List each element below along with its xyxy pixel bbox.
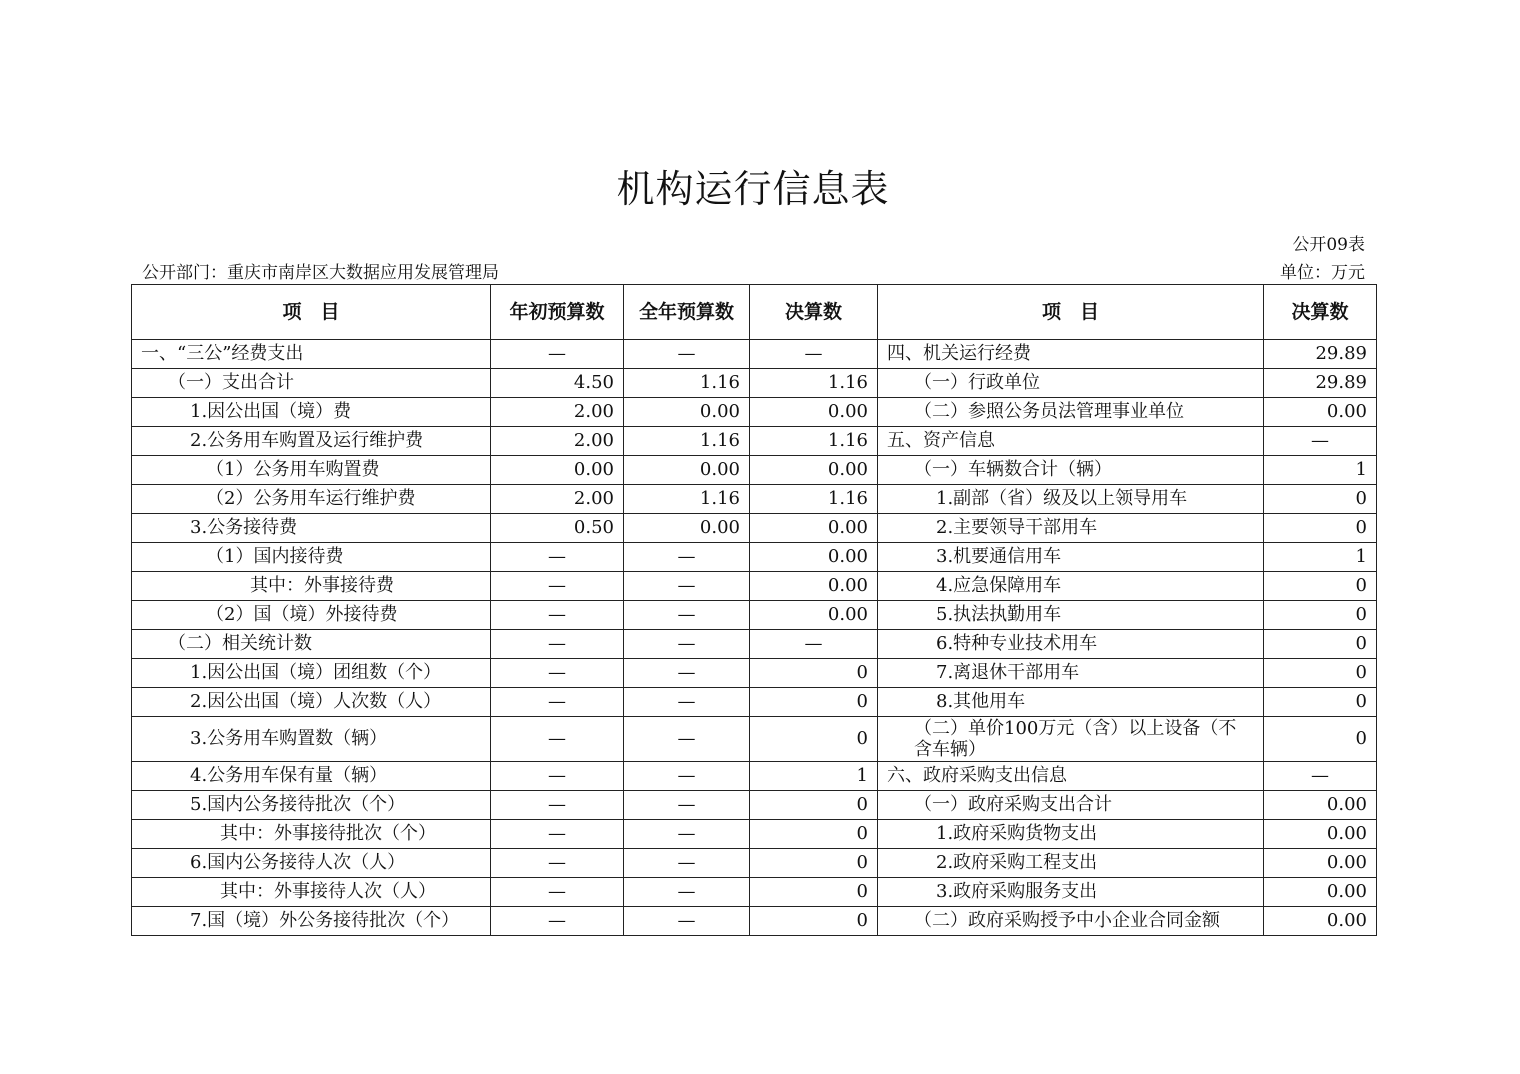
initial-budget-cell: — xyxy=(491,717,624,762)
table-row xyxy=(132,456,1377,485)
left-item-cell: 1.因公出国（境）团组数（个） xyxy=(132,659,491,688)
final-amount-cell: 0 xyxy=(750,849,878,878)
table-row xyxy=(132,688,1377,717)
right-final-amount-cell: — xyxy=(1264,762,1377,791)
right-final-amount-cell: 0 xyxy=(1264,572,1377,601)
table-row xyxy=(132,630,1377,659)
right-item-cell: （二）单价100万元（含）以上设备（不含车辆） xyxy=(878,717,1264,762)
initial-budget-cell: — xyxy=(491,820,624,849)
annual-budget-cell: 1.16 xyxy=(624,485,750,514)
left-item-cell: 一、“三公”经费支出 xyxy=(132,340,491,369)
final-amount-cell: 1.16 xyxy=(750,427,878,456)
right-item-cell: 3.政府采购服务支出 xyxy=(878,878,1264,907)
left-item-cell: （二）相关统计数 xyxy=(132,630,491,659)
annual-budget-cell: 0.00 xyxy=(624,514,750,543)
annual-budget-cell: — xyxy=(624,572,750,601)
annual-budget-cell: 1.16 xyxy=(624,427,750,456)
final-amount-cell: 1.16 xyxy=(750,485,878,514)
right-final-amount-cell: 29.89 xyxy=(1264,369,1377,398)
right-item-cell: 五、资产信息 xyxy=(878,427,1264,456)
right-final-amount-cell: 0.00 xyxy=(1264,791,1377,820)
header-final-amount: 决算数 xyxy=(750,285,878,340)
right-final-amount-cell: 29.89 xyxy=(1264,340,1377,369)
initial-budget-cell: — xyxy=(491,543,624,572)
initial-budget-cell: 4.50 xyxy=(491,369,624,398)
right-final-amount-cell: 0 xyxy=(1264,601,1377,630)
table-row xyxy=(132,849,1377,878)
left-item-cell: 2.因公出国（境）人次数（人） xyxy=(132,688,491,717)
initial-budget-cell: — xyxy=(491,849,624,878)
initial-budget-cell: — xyxy=(491,630,624,659)
annual-budget-cell: — xyxy=(624,762,750,791)
table-row xyxy=(132,907,1377,936)
right-final-amount-cell: — xyxy=(1264,427,1377,456)
right-item-cell: 3.机要通信用车 xyxy=(878,543,1264,572)
final-amount-cell: 0 xyxy=(750,688,878,717)
initial-budget-cell: — xyxy=(491,907,624,936)
right-final-amount-cell: 0 xyxy=(1264,659,1377,688)
initial-budget-cell: — xyxy=(491,659,624,688)
right-item-cell: 5.执法执勤用车 xyxy=(878,601,1264,630)
table-row xyxy=(132,485,1377,514)
initial-budget-cell: 0.00 xyxy=(491,456,624,485)
annual-budget-cell: 0.00 xyxy=(624,456,750,485)
initial-budget-cell: 0.50 xyxy=(491,514,624,543)
initial-budget-cell: 2.00 xyxy=(491,398,624,427)
right-final-amount-cell: 1 xyxy=(1264,543,1377,572)
annual-budget-cell: — xyxy=(624,878,750,907)
final-amount-cell: 0 xyxy=(750,907,878,936)
final-amount-cell: — xyxy=(750,630,878,659)
left-item-cell: 5.国内公务接待批次（个） xyxy=(132,791,491,820)
table-row xyxy=(132,543,1377,572)
left-item-cell: 4.公务用车保有量（辆） xyxy=(132,762,491,791)
left-item-cell: （1）公务用车购置费 xyxy=(132,456,491,485)
info-table xyxy=(131,284,1377,936)
annual-budget-cell: — xyxy=(624,543,750,572)
form-number: 公开09表 xyxy=(1292,235,1365,255)
annual-budget-cell: — xyxy=(624,688,750,717)
table-row xyxy=(132,369,1377,398)
table-row xyxy=(132,398,1377,427)
annual-budget-cell: 1.16 xyxy=(624,369,750,398)
table-row xyxy=(132,717,1377,762)
right-item-cell: 2.政府采购工程支出 xyxy=(878,849,1264,878)
right-final-amount-cell: 0.00 xyxy=(1264,907,1377,936)
left-item-cell: （一）支出合计 xyxy=(132,369,491,398)
header-annual-budget: 全年预算数 xyxy=(624,285,750,340)
right-item-cell: （一）行政单位 xyxy=(878,369,1264,398)
right-item-cell: 2.主要领导干部用车 xyxy=(878,514,1264,543)
final-amount-cell: 1.16 xyxy=(750,369,878,398)
right-final-amount-cell: 0.00 xyxy=(1264,878,1377,907)
initial-budget-cell: — xyxy=(491,791,624,820)
right-item-cell: 六、政府采购支出信息 xyxy=(878,762,1264,791)
final-amount-cell: 0 xyxy=(750,717,878,762)
initial-budget-cell: — xyxy=(491,601,624,630)
right-item-cell: （一）车辆数合计（辆） xyxy=(878,456,1264,485)
final-amount-cell: 0.00 xyxy=(750,572,878,601)
left-item-cell: 其中：外事接待费 xyxy=(132,572,491,601)
left-item-cell: 3.公务用车购置数（辆） xyxy=(132,717,491,762)
department-label: 公开部门：重庆市南岸区大数据应用发展管理局 xyxy=(142,263,499,283)
final-amount-cell: 0.00 xyxy=(750,456,878,485)
annual-budget-cell: — xyxy=(624,820,750,849)
right-final-amount-cell: 1 xyxy=(1264,456,1377,485)
right-final-amount-cell: 0 xyxy=(1264,717,1377,762)
initial-budget-cell: — xyxy=(491,572,624,601)
right-final-amount-cell: 0.00 xyxy=(1264,398,1377,427)
initial-budget-cell: — xyxy=(491,340,624,369)
header-item-right: 项 目 xyxy=(878,285,1264,340)
table-row xyxy=(132,791,1377,820)
right-item-cell: （二）政府采购授予中小企业合同金额 xyxy=(878,907,1264,936)
right-item-cell: 四、机关运行经费 xyxy=(878,340,1264,369)
final-amount-cell: 0.00 xyxy=(750,398,878,427)
annual-budget-cell: 0.00 xyxy=(624,398,750,427)
right-item-cell: 6.特种专业技术用车 xyxy=(878,630,1264,659)
left-item-cell: 1.因公出国（境）费 xyxy=(132,398,491,427)
table-row xyxy=(132,514,1377,543)
right-item-cell: （一）政府采购支出合计 xyxy=(878,791,1264,820)
right-item-cell: 1.副部（省）级及以上领导用车 xyxy=(878,485,1264,514)
right-final-amount-cell: 0.00 xyxy=(1264,849,1377,878)
left-item-cell: （2）国（境）外接待费 xyxy=(132,601,491,630)
left-item-cell: 2.公务用车购置及运行维护费 xyxy=(132,427,491,456)
final-amount-cell: 0 xyxy=(750,878,878,907)
table-row xyxy=(132,878,1377,907)
table-row xyxy=(132,340,1377,369)
final-amount-cell: 0 xyxy=(750,820,878,849)
table-row xyxy=(132,762,1377,791)
initial-budget-cell: — xyxy=(491,762,624,791)
final-amount-cell: 1 xyxy=(750,762,878,791)
left-item-cell: 其中：外事接待人次（人） xyxy=(132,878,491,907)
right-final-amount-cell: 0.00 xyxy=(1264,820,1377,849)
header-final-amount-right: 决算数 xyxy=(1264,285,1377,340)
right-item-cell: 1.政府采购货物支出 xyxy=(878,820,1264,849)
header-initial-budget: 年初预算数 xyxy=(491,285,624,340)
table-row xyxy=(132,427,1377,456)
annual-budget-cell: — xyxy=(624,791,750,820)
right-final-amount-cell: 0 xyxy=(1264,514,1377,543)
left-item-cell: 其中：外事接待批次（个） xyxy=(132,820,491,849)
final-amount-cell: — xyxy=(750,340,878,369)
left-item-cell: 3.公务接待费 xyxy=(132,514,491,543)
annual-budget-cell: — xyxy=(624,340,750,369)
unit-label: 单位：万元 xyxy=(1280,263,1365,283)
right-item-cell: 7.离退休干部用车 xyxy=(878,659,1264,688)
annual-budget-cell: — xyxy=(624,717,750,762)
header-item-left: 项 目 xyxy=(132,285,491,340)
annual-budget-cell: — xyxy=(624,849,750,878)
table-row xyxy=(132,659,1377,688)
table-header-row xyxy=(132,285,1377,340)
left-item-cell: 6.国内公务接待人次（人） xyxy=(132,849,491,878)
right-item-cell: 4.应急保障用车 xyxy=(878,572,1264,601)
right-final-amount-cell: 0 xyxy=(1264,688,1377,717)
annual-budget-cell: — xyxy=(624,907,750,936)
initial-budget-cell: 2.00 xyxy=(491,485,624,514)
right-final-amount-cell: 0 xyxy=(1264,630,1377,659)
annual-budget-cell: — xyxy=(624,630,750,659)
final-amount-cell: 0 xyxy=(750,791,878,820)
initial-budget-cell: — xyxy=(491,878,624,907)
right-final-amount-cell: 0 xyxy=(1264,485,1377,514)
table-row xyxy=(132,572,1377,601)
left-item-cell: （1）国内接待费 xyxy=(132,543,491,572)
right-item-cell: （二）参照公务员法管理事业单位 xyxy=(878,398,1264,427)
initial-budget-cell: 2.00 xyxy=(491,427,624,456)
final-amount-cell: 0.00 xyxy=(750,543,878,572)
table-row xyxy=(132,820,1377,849)
initial-budget-cell: — xyxy=(491,688,624,717)
annual-budget-cell: — xyxy=(624,659,750,688)
final-amount-cell: 0.00 xyxy=(750,601,878,630)
final-amount-cell: 0 xyxy=(750,659,878,688)
right-item-cell: 8.其他用车 xyxy=(878,688,1264,717)
table-row xyxy=(132,601,1377,630)
annual-budget-cell: — xyxy=(624,601,750,630)
left-item-cell: （2）公务用车运行维护费 xyxy=(132,485,491,514)
page-title: 机构运行信息表 xyxy=(616,167,890,211)
final-amount-cell: 0.00 xyxy=(750,514,878,543)
left-item-cell: 7.国（境）外公务接待批次（个） xyxy=(132,907,491,936)
